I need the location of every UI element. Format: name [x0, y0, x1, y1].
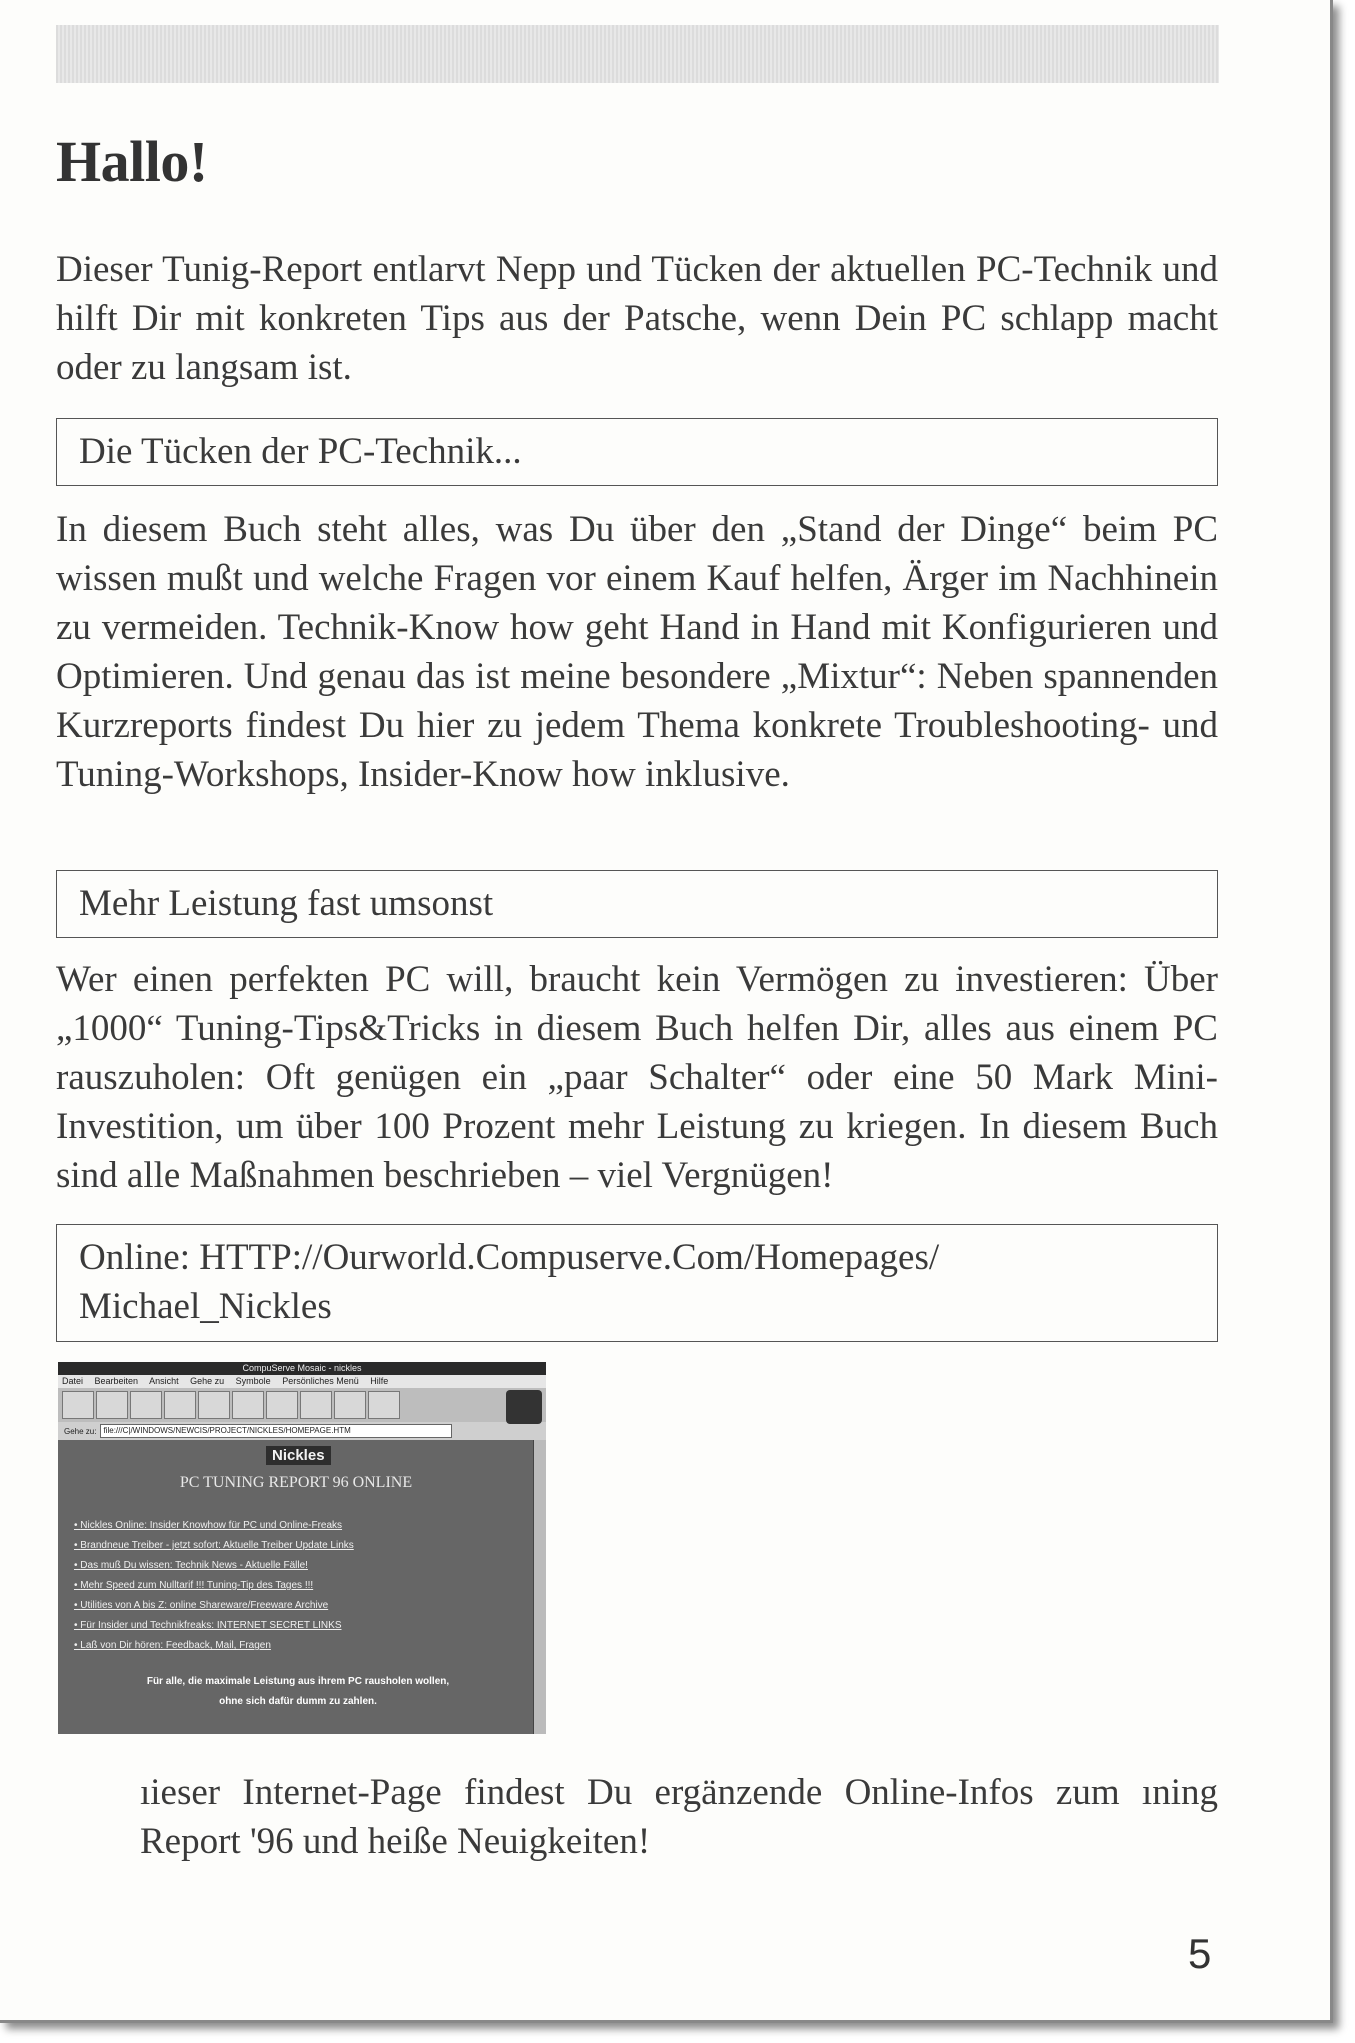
menu-item: Bearbeiten [94, 1376, 139, 1386]
list-item: • Mehr Speed zum Nulltarif !!! Tuning-Tip des Tages !!! [74, 1576, 354, 1596]
list-item: • Brandneue Treiber - jetzt sofort: Aktuelle Treiber Update Links [74, 1536, 354, 1556]
toolbar-button-icon [232, 1391, 264, 1419]
online-url-line2: Michael_Nickles [79, 1286, 332, 1327]
toolbar-button-icon [266, 1391, 298, 1419]
list-item: • Utilities von A bis Z: online Shareware/Freeware Archive [74, 1596, 354, 1616]
toolbar [58, 1388, 546, 1422]
scrollbar [533, 1440, 546, 1734]
browser-content [58, 1440, 534, 1734]
list-item: • Das muß Du wissen: Technik News - Aktuelle Fälle! [74, 1556, 354, 1576]
menu-item: Hilfe [370, 1376, 389, 1386]
list-item: • Für Insider und Technikfreaks: INTERNET SECRET LINKS [74, 1616, 354, 1636]
section-box-leistung [56, 870, 1218, 938]
closing-paragraph: ıieser Internet-Page findest Du ergänzende Online-Infos zum ıning Report '96 und heiße Neuigkeiten! [140, 1772, 1218, 1862]
toolbar-button-icon [62, 1391, 94, 1419]
footer-line: Für alle, die maximale Leistung aus ihrem PC rausholen wollen, [146, 1676, 450, 1687]
menu-item: Ansicht [149, 1376, 179, 1386]
toolbar-button-icon [300, 1391, 332, 1419]
toolbar-button-icon [96, 1391, 128, 1419]
link-list [74, 1516, 354, 1656]
menu-item: Datei [62, 1376, 84, 1386]
menu-item: Symbole [235, 1376, 271, 1386]
menu-bar [58, 1375, 546, 1388]
intro-paragraph: Dieser Tunig-Report entlarvt Nepp und Tücken der aktuellen PC-Technik und hilft Dir mit konkreten Tips aus der Patsche, wenn Dein PC schlapp macht oder zu langsam ist. [56, 249, 1218, 388]
toolbar-button-icon [368, 1391, 400, 1419]
header-band [56, 25, 1219, 83]
footer-line: ohne sich dafür dumm zu zahlen. [219, 1696, 377, 1707]
window-title: CompuServe Mosaic - nickles [58, 1362, 546, 1375]
site-badge: Nickles [266, 1446, 331, 1465]
list-item: • Nickles Online: Insider Knowhow für PC und Online-Freaks [74, 1516, 354, 1536]
section-title: Die Tücken der PC-Technik... [79, 431, 522, 472]
menu-item: Gehe zu [190, 1376, 225, 1386]
address-field: file:///C|/WINDOWS/NEWCIS/PROJECT/NICKLES/HOMEPAGE.HTM [100, 1424, 452, 1438]
toolbar-button-icon [198, 1391, 230, 1419]
address-label: Gehe zu: [64, 1426, 97, 1436]
browser-screenshot [58, 1362, 546, 1734]
page-heading: Hallo! [56, 129, 208, 194]
toolbar-button-icon [130, 1391, 162, 1419]
online-url-box [56, 1224, 1218, 1342]
online-url-line1: Online: HTTP://Ourworld.Compuserve.Com/Homepages/ [79, 1237, 940, 1278]
site-title: PC TUNING REPORT 96 ONLINE [179, 1474, 413, 1491]
section-title: Mehr Leistung fast umsonst [79, 883, 494, 924]
list-item: • Laß von Dir hören: Feedback, Mail, Fragen [74, 1636, 354, 1656]
site-footer [118, 1672, 478, 1712]
section-body-tuecken: In diesem Buch steht alles, was Du über den „Stand der Dinge“ beim PC wissen mußt und welche Fragen vor einem Kauf helfen, Ärger im Nachhinein zu vermeiden. Technik-Know how geht Hand in Hand mit Konfigurieren und Optimieren. Und genau das ist meine besondere „Mixtur“: Neben spannenden Kurzreports findest Du hier zu jedem Thema konkrete Troubleshooting- und Tuning-Workshops, Insider-Know how inklusive. [56, 509, 1218, 795]
menu-item: Persönliches Menü [282, 1376, 359, 1386]
browser-logo-icon [506, 1390, 542, 1424]
page-number: 5 [1188, 1930, 1212, 1977]
section-box-tuecken [56, 418, 1218, 486]
toolbar-button-icon [334, 1391, 366, 1419]
address-bar [58, 1422, 546, 1440]
toolbar-button-icon [164, 1391, 196, 1419]
section-body-leistung: Wer einen perfekten PC will, braucht kein Vermögen zu investieren: Über „1000“ Tuning-Tips&Tricks in diesem Buch helfen Dir, alles aus einem PC rauszuholen: Oft genügen ein „paar Schalter“ oder eine 50 Mark Mini-Investition, um über 100 Prozent mehr Leistung zu kriegen. In diesem Buch sind alle Maßnahmen beschrieben – viel Vergnügen! [56, 959, 1218, 1196]
